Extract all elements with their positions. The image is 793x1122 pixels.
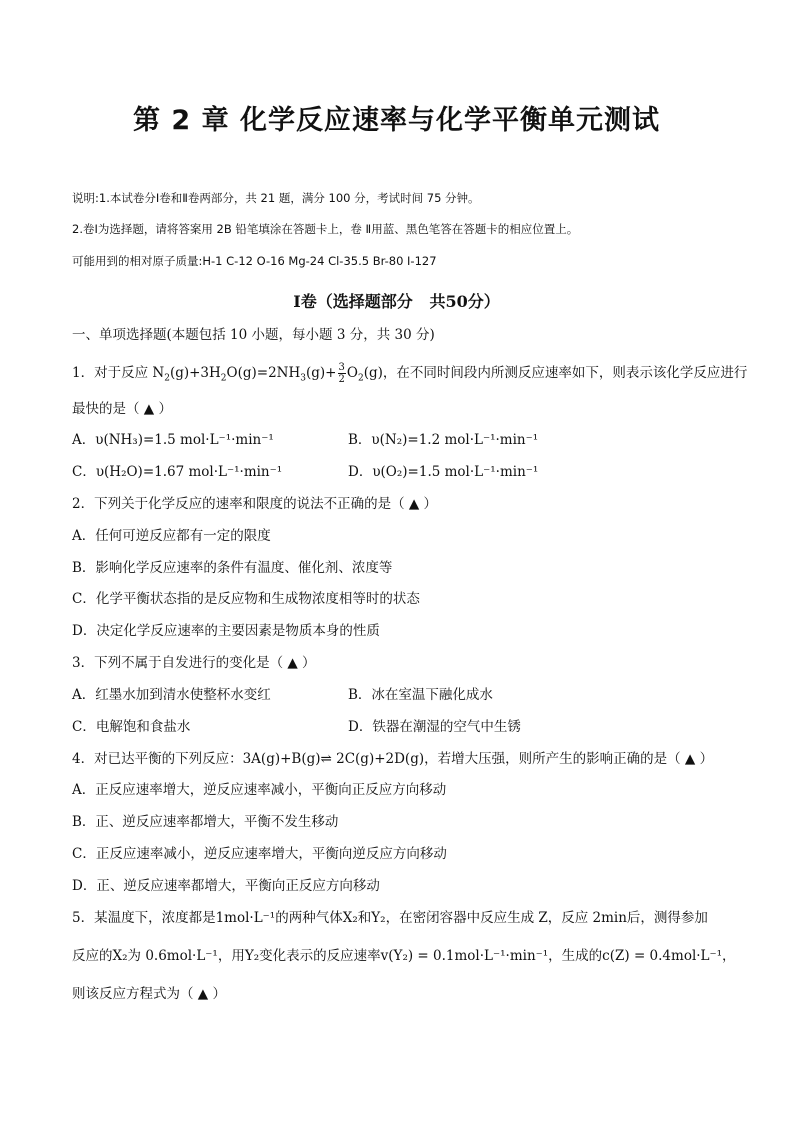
question-1-line-2: 最快的是（ ▲ ） [72,401,172,417]
section-title: Ⅰ卷（选择题部分 共50分） [293,292,500,311]
question-4-stem: 4．对已达平衡的下列反应：3A(g)+B(g)⇌ 2C(g)+2D(g)，若增大压强，则所产生的影响正确的是（ ▲ ） [72,751,714,767]
q3-option-b: B．冰在室温下融化成水 [348,687,493,703]
q1-sub-2b: 2 [220,373,227,384]
q1-text-c: O(g)=2NH [226,365,301,381]
q1-text-b: (g)+3H [169,365,221,381]
q1-text-a: 1．对于反应 N [72,365,165,381]
instruction-line-2: 2.卷Ⅰ为选择题，请将答案用 2B 铅笔填涂在答题卡上，卷 Ⅱ用蓝、黑色笔答在答题卡的相应位置上。 [72,222,579,236]
q1-frac-num: 3 [338,362,345,373]
q1-text-e: O [346,365,358,381]
q2-option-b: B．影响化学反应速率的条件有温度、催化剂、浓度等 [72,560,393,576]
q2-option-d: D．决定化学反应速率的主要因素是物质本身的性质 [72,623,380,639]
q4-option-d: D．正、逆反应速率都增大，平衡向正反应方向移动 [72,878,380,894]
q1-text-d: (g)+ [306,365,337,381]
q1-sub-2c: 2 [357,373,364,384]
q1-frac-den: 2 [338,374,345,385]
q1-option-c: C．υ(H₂O)=1.67 mol·L⁻¹·min⁻¹ [72,464,283,480]
q1-sub-2a: 2 [164,373,170,384]
question-1-stem [72,362,747,385]
q1-option-d: D．υ(O₂)=1.5 mol·L⁻¹·min⁻¹ [348,464,539,480]
question-5-line-3: 则该反应方程式为（ ▲ ） [72,986,226,1002]
q3-option-c: C．电解饱和食盐水 [72,719,191,735]
q4-option-a: A．正反应速率增大，逆反应速率减小，平衡向正反应方向移动 [72,782,447,798]
q1-option-b: B．υ(N₂)=1.2 mol·L⁻¹·min⁻¹ [348,432,539,448]
question-5-line-2: 反应的X₂为 0.6mol·L⁻¹，用Y₂变化表示的反应速率v(Y₂) = 0.1mol·L⁻¹·min⁻¹，生成的c(Z) = 0.4mol·L⁻¹， [72,948,736,964]
q1-fraction [338,362,346,385]
question-2-stem: 2．下列关于化学反应的速率和限度的说法不正确的是（ ▲ ） [72,496,438,512]
q3-option-a: A．红墨水加到清水使整杯水变红 [72,687,271,703]
q2-option-c: C．化学平衡状态指的是反应物和生成物浓度相等时的状态 [72,591,420,607]
q1-sub-3: 3 [300,373,306,384]
instruction-line-1: 说明:1.本试卷分Ⅰ卷和Ⅱ卷两部分，共 21 题，满分 100 分，考试时间 75 分钟。 [72,191,480,205]
question-3-stem: 3．下列不属于自发进行的变化是（ ▲ ） [72,655,316,671]
q1-text-f: (g)，在不同时间段内所测反应速率如下，则表示该化学反应进行 [363,365,748,381]
q2-option-a: A．任何可逆反应都有一定的限度 [72,528,271,544]
question-5-line-1: 5．某温度下，浓度都是1mol·L⁻¹的两种气体X₂和Y₂，在密闭容器中反应生成 Z，反应 2min后，测得参加 [72,910,708,926]
q4-option-b: B．正、逆反应速率都增大，平衡不发生移动 [72,814,339,830]
q1-option-a: A．υ(NH₃)=1.5 mol·L⁻¹·min⁻¹ [72,432,274,448]
q4-option-c: C．正反应速率减小，逆反应速率增大，平衡向逆反应方向移动 [72,846,447,862]
q3-option-d: D．铁器在潮湿的空气中生锈 [348,719,521,735]
atomic-mass-line: 可能用到的相对原子质量:H-1 C-12 O-16 Mg-24 Cl-35.5 Br-80 I-127 [72,254,437,268]
page-title: 第 2 章 化学反应速率与化学平衡单元测试 [133,105,660,136]
part-heading: 一、单项选择题(本题包括 10 小题，每小题 3 分，共 30 分) [72,327,435,343]
